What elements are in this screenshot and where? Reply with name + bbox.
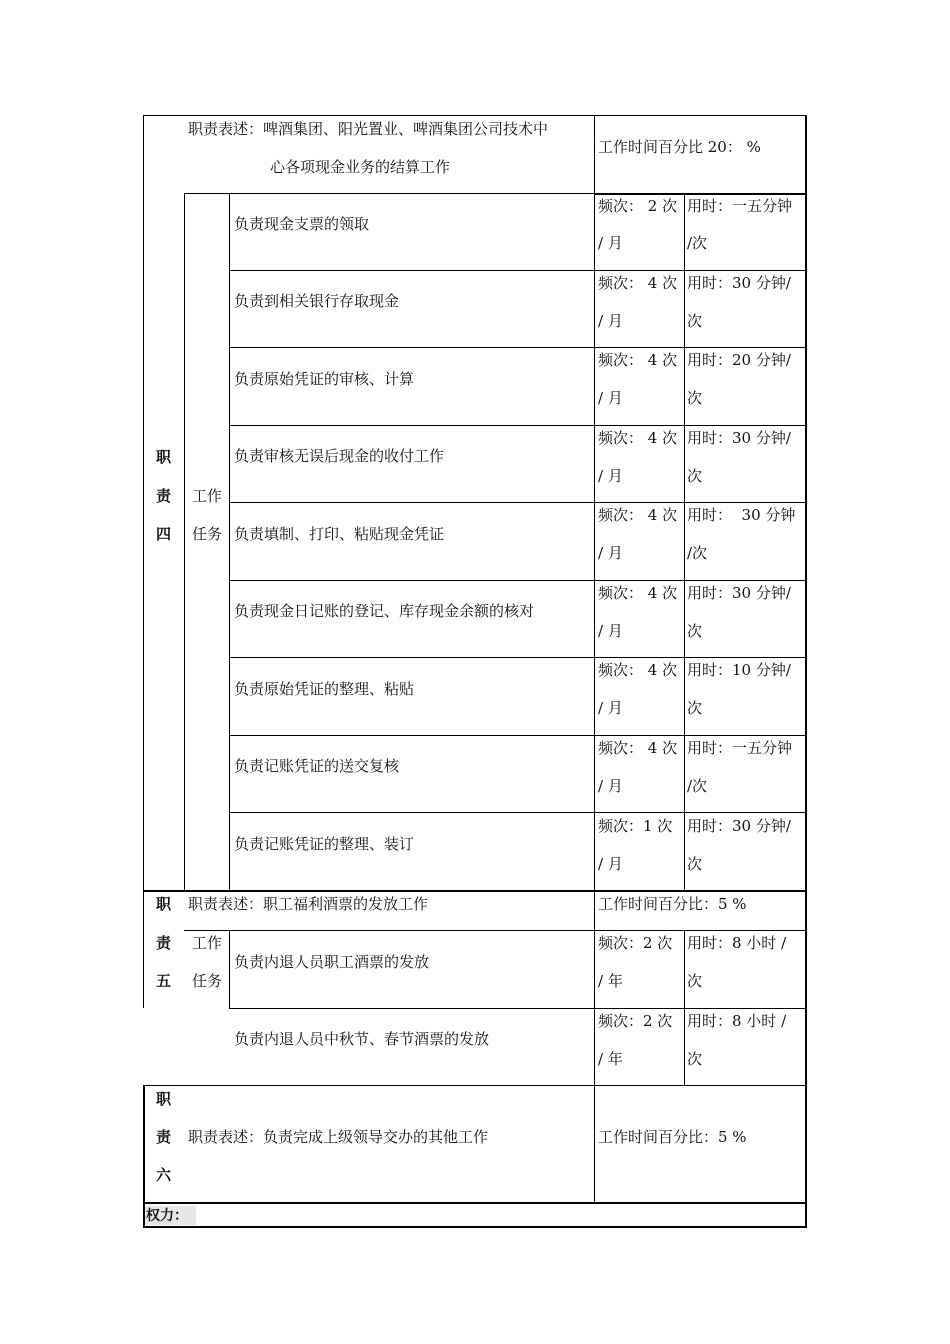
task-duration: 用时：20 分钟/ [687, 351, 791, 369]
task-frequency-unit: / 月 [598, 699, 623, 717]
task-description: 负责内退人员职工酒票的发放 [234, 953, 430, 971]
task-duration: 用时：10 分钟/ [687, 661, 791, 679]
border-right [805, 115, 807, 1228]
task-frequency-unit: / 月 [598, 389, 623, 407]
rule-row7 [229, 735, 807, 736]
task-description: 负责审核无误后现金的收付工作 [234, 447, 445, 465]
task-duration: 用时：8 小时 / [687, 1012, 787, 1030]
task-frequency-unit: / 月 [598, 855, 623, 873]
task-frequency: 频次：2 次 [598, 934, 673, 952]
rule-row8 [229, 812, 807, 813]
rule-row3 [229, 425, 807, 426]
task-duration-unit: /次 [687, 777, 708, 795]
task-frequency-unit: / 月 [598, 777, 623, 795]
task-frequency-unit: / 月 [598, 622, 623, 640]
duty5-task-label-line1: 工作 [192, 934, 223, 952]
duty5-statement: 职责表述：职工福利酒票的发放工作 [188, 895, 429, 913]
duty4-statement-line1: 职责表述：啤酒集团、阳光置业、啤酒集团公司技术中 [188, 120, 549, 138]
task-duration: 用时：一五分钟 [687, 739, 793, 757]
col-divider-use-b [684, 930, 685, 1085]
task-frequency-unit: / 月 [598, 467, 623, 485]
duty4-label-char1: 职 [156, 448, 172, 466]
task-duration-unit: 次 [687, 855, 703, 873]
duty6-label-char3: 六 [156, 1166, 172, 1184]
duty6-statement: 职责表述：负责完成上级领导交办的其他工作 [188, 1128, 489, 1146]
duty6-time-percent: 工作时间百分比：5 % [598, 1128, 747, 1146]
task-duration-unit: 次 [687, 1050, 703, 1068]
task-duration-unit: 次 [687, 312, 703, 330]
col-divider-freq [594, 115, 595, 1202]
duty4-statement-line2: 心各项现金业务的结算工作 [270, 158, 451, 176]
col-divider-task-desc4 [229, 193, 230, 890]
duty5-task-label-line2: 任务 [192, 972, 223, 990]
task-description: 负责到相关银行存取现金 [234, 292, 400, 310]
duty5-label-char2: 责 [156, 934, 172, 952]
duty4-task-label-line2: 任务 [192, 525, 223, 543]
task-description: 负责记账凭证的整理、装订 [234, 835, 415, 853]
border-top [143, 115, 807, 116]
rule-row2 [229, 347, 807, 348]
task-duration: 用时：30 分钟/ [687, 274, 791, 292]
border-bottom [143, 1226, 807, 1228]
col-divider-task-label5 [229, 930, 230, 1008]
task-frequency-unit: / 月 [598, 544, 623, 562]
task-frequency: 频次： 4 次 [598, 739, 678, 757]
task-duration: 用时：30 分钟/ [687, 817, 791, 835]
task-description: 负责内退人员中秋节、春节酒票的发放 [234, 1030, 490, 1048]
task-frequency: 频次： 4 次 [598, 429, 678, 447]
task-duration: 用时：30 分钟/ [687, 584, 791, 602]
task-description: 负责原始凭证的审核、计算 [234, 370, 415, 388]
col-divider-task-label4 [184, 193, 185, 890]
task-duration: 用时：一五分钟 [687, 197, 793, 215]
task-frequency-unit: / 月 [598, 234, 623, 252]
task-description: 负责现金支票的领取 [234, 215, 370, 233]
task-frequency: 频次： 4 次 [598, 351, 678, 369]
rule-duty4-end [143, 890, 807, 892]
duty4-label-char3: 四 [156, 525, 172, 543]
rule-duty5-row1 [229, 1008, 807, 1009]
task-frequency: 频次： 4 次 [598, 274, 678, 292]
border-left-upper [143, 115, 144, 1008]
rule-duty5-statement [184, 930, 807, 931]
task-duration: 用时： 30 分钟 [687, 506, 796, 524]
duty4-task-label-line1: 工作 [192, 487, 223, 505]
rule-row4 [229, 502, 807, 503]
task-frequency: 频次： 4 次 [598, 584, 678, 602]
duty5-label-char1: 职 [156, 895, 172, 913]
rule-duty6-end [143, 1202, 807, 1204]
task-frequency: 频次： 4 次 [598, 661, 678, 679]
task-frequency: 频次： 4 次 [598, 506, 678, 524]
rule-row6 [229, 657, 807, 658]
task-frequency: 频次：1 次 [598, 817, 673, 835]
task-frequency: 频次：2 次 [598, 1012, 673, 1030]
task-duration-unit: 次 [687, 389, 703, 407]
task-frequency: 频次： 2 次 [598, 197, 678, 215]
duty6-label-char2: 责 [156, 1128, 172, 1146]
rule-times4 [595, 193, 807, 195]
duty4-time-percent: 工作时间百分比 20： % [598, 138, 761, 156]
rule-statement4 [184, 193, 595, 194]
duty5-time-percent: 工作时间百分比：5 % [598, 895, 747, 913]
duty5-label-char3: 五 [156, 972, 172, 990]
rule-row1 [229, 270, 807, 271]
task-duration-unit: /次 [687, 544, 708, 562]
authority-label: 权力： [146, 1208, 188, 1224]
task-duration-unit: /次 [687, 234, 708, 252]
task-description: 负责填制、打印、粘贴现金凭证 [234, 525, 445, 543]
task-duration: 用时：8 小时 / [687, 934, 787, 952]
duty6-label-char1: 职 [156, 1090, 172, 1108]
task-duration-unit: 次 [687, 467, 703, 485]
task-description: 负责现金日记账的登记、库存现金余额的核对 [234, 602, 535, 620]
task-duration: 用时：30 分钟/ [687, 429, 791, 447]
task-frequency-unit: / 年 [598, 972, 623, 990]
duty4-label-char2: 责 [156, 487, 172, 505]
task-description: 负责原始凭证的整理、粘贴 [234, 680, 415, 698]
task-duration-unit: 次 [687, 972, 703, 990]
task-frequency-unit: / 月 [598, 312, 623, 330]
task-frequency-unit: / 年 [598, 1050, 623, 1068]
col-divider-use-a [684, 193, 685, 890]
task-description: 负责记账凭证的送交复核 [234, 757, 400, 775]
task-duration-unit: 次 [687, 622, 703, 640]
rule-duty5-end [143, 1085, 807, 1086]
rule-row5 [229, 580, 807, 581]
task-duration-unit: 次 [687, 699, 703, 717]
